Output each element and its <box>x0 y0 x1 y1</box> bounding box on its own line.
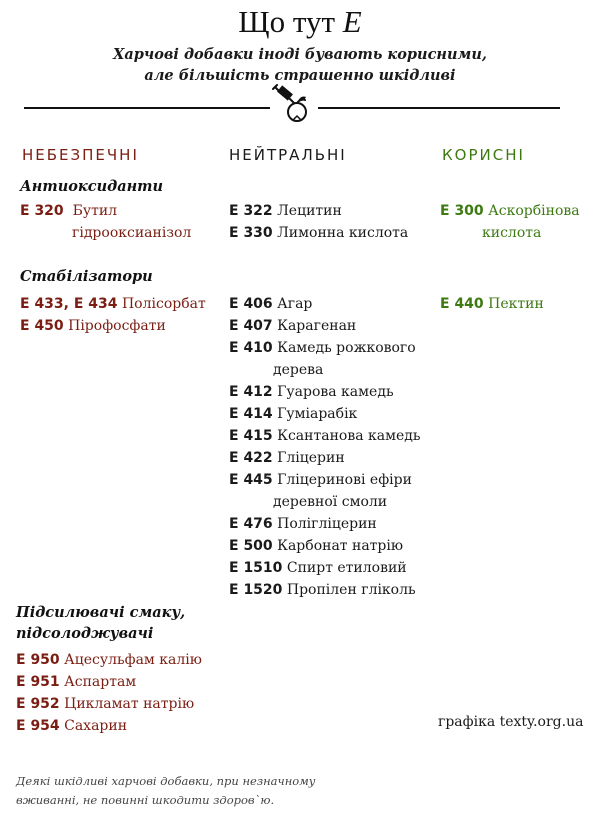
category-flavor-enhancers <box>16 602 185 644</box>
additive-name: Карбонат натрію <box>277 538 404 554</box>
column-header-neutral: НЕЙТРАЛЬНІ <box>229 146 347 164</box>
antioxidants-useful-list <box>440 200 580 244</box>
additive-name: Цикламат натрію <box>64 696 195 712</box>
additive-item <box>229 315 421 337</box>
additive-code: Е 440 <box>440 296 484 312</box>
subtitle-line-1: Харчові добавки іноді бувають корисними, <box>113 46 487 63</box>
additive-item <box>229 200 408 222</box>
additive-item <box>229 513 421 535</box>
additive-code: Е 415 <box>229 428 273 444</box>
additive-item <box>20 293 206 315</box>
additive-code: Е 407 <box>229 318 273 334</box>
column-header-useful: КОРИСНІ <box>442 146 525 164</box>
additive-code: Е 476 <box>229 516 273 532</box>
additive-item <box>229 469 421 513</box>
additive-item <box>16 715 202 737</box>
additive-name-continued: кислота <box>482 225 542 241</box>
credit-text: графіка texty.org.ua <box>438 714 584 730</box>
additive-code: Е 500 <box>229 538 273 554</box>
additive-name-continued: гідрооксианізол <box>72 225 192 241</box>
additive-code: Е 412 <box>229 384 273 400</box>
additive-item <box>229 403 421 425</box>
additive-name: Гуміарабік <box>277 406 358 422</box>
syringe-apple-icon <box>266 84 326 128</box>
additive-item <box>229 557 421 579</box>
additive-code: Е 1520 <box>229 582 283 598</box>
additive-code: Е 330 <box>229 225 273 241</box>
category-title-line-1: Підсилювачі смаку, <box>16 604 186 621</box>
additive-code: Е 433, Е 434 <box>20 296 118 312</box>
additive-item <box>229 535 421 557</box>
additive-name: Лимонна кислота <box>277 225 409 241</box>
subtitle <box>0 44 600 86</box>
additive-name: Сахарин <box>64 718 128 734</box>
additive-name: Полісорбат <box>121 296 206 312</box>
additive-name: Бутил <box>72 203 118 219</box>
stabilizers-dangerous-list <box>20 293 206 337</box>
additive-item <box>229 425 421 447</box>
additive-name: Полігліцерин <box>277 516 377 532</box>
additive-name: Ксантанова камедь <box>277 428 421 444</box>
additive-item <box>440 293 544 315</box>
additive-item <box>16 649 202 671</box>
additive-name: Карагенан <box>277 318 357 334</box>
additive-code: Е 414 <box>229 406 273 422</box>
additive-name: Лецитин <box>277 203 342 219</box>
column-header-dangerous: НЕБЕЗПЕЧНІ <box>22 146 139 164</box>
additive-item <box>20 315 206 337</box>
title-main: Що тут <box>238 4 343 39</box>
additive-name: Пектин <box>488 296 544 312</box>
category-stabilizers: Стабілізатори <box>20 268 153 285</box>
category-title-line-2: підсолоджувачі <box>16 625 154 642</box>
additive-code: Е 322 <box>229 203 273 219</box>
additive-name: Пропілен гліколь <box>286 582 416 598</box>
divider-line-left <box>24 107 270 109</box>
additive-code: Е 950 <box>16 652 60 668</box>
antioxidants-dangerous-list <box>20 200 191 244</box>
additive-item <box>229 579 421 601</box>
additive-code: Е 320 <box>20 203 64 219</box>
additive-code: Е 300 <box>440 203 484 219</box>
footnote <box>16 772 356 810</box>
additive-item <box>440 200 580 244</box>
additive-name: Спирт етиловий <box>286 560 407 576</box>
stabilizers-useful-list <box>440 293 544 315</box>
additive-name: Гуарова камедь <box>277 384 394 400</box>
additive-code: Е 1510 <box>229 560 283 576</box>
additive-code: Е 952 <box>16 696 60 712</box>
additive-item <box>229 293 421 315</box>
additive-code: Е 445 <box>229 472 273 488</box>
flavor-dangerous-list <box>16 649 202 737</box>
additive-name: Аспартам <box>64 674 137 690</box>
additive-name: Агар <box>277 296 313 312</box>
additive-code: Е 951 <box>16 674 60 690</box>
additive-code: Е 450 <box>20 318 64 334</box>
page-title <box>0 4 600 40</box>
additive-code: Е 406 <box>229 296 273 312</box>
additive-item <box>20 200 191 244</box>
footnote-line-1: Деякі шкідливі харчові добавки, при незначному <box>16 774 316 788</box>
additive-item <box>229 222 408 244</box>
stabilizers-neutral-list <box>229 293 421 601</box>
additive-item <box>229 337 421 381</box>
footnote-line-2: вживанні, не повинні шкодити здоров`ю. <box>16 793 275 807</box>
additive-item <box>229 447 421 469</box>
additive-name-continued: деревної смоли <box>273 494 388 510</box>
subtitle-line-2: але більшість страшенно шкідливі <box>144 67 456 84</box>
additive-code: Е 954 <box>16 718 60 734</box>
title-e-letter: Е <box>342 4 362 39</box>
additive-name-continued: дерева <box>273 362 324 378</box>
additive-name: Аскорбінова <box>488 203 580 219</box>
additive-code: Е 410 <box>229 340 273 356</box>
additive-item <box>229 381 421 403</box>
additive-name: Гліцеринові ефіри <box>277 472 412 488</box>
additive-item <box>16 693 202 715</box>
additive-item <box>16 671 202 693</box>
additive-name: Гліцерин <box>277 450 345 466</box>
additive-code: Е 422 <box>229 450 273 466</box>
divider-line-right <box>318 107 560 109</box>
additive-name: Пірофосфати <box>68 318 166 334</box>
antioxidants-neutral-list <box>229 200 408 244</box>
additive-name: Камедь рожкового <box>277 340 416 356</box>
category-antioxidants: Антиоксиданти <box>20 178 164 195</box>
additive-name: Ацесульфам калію <box>64 652 202 668</box>
